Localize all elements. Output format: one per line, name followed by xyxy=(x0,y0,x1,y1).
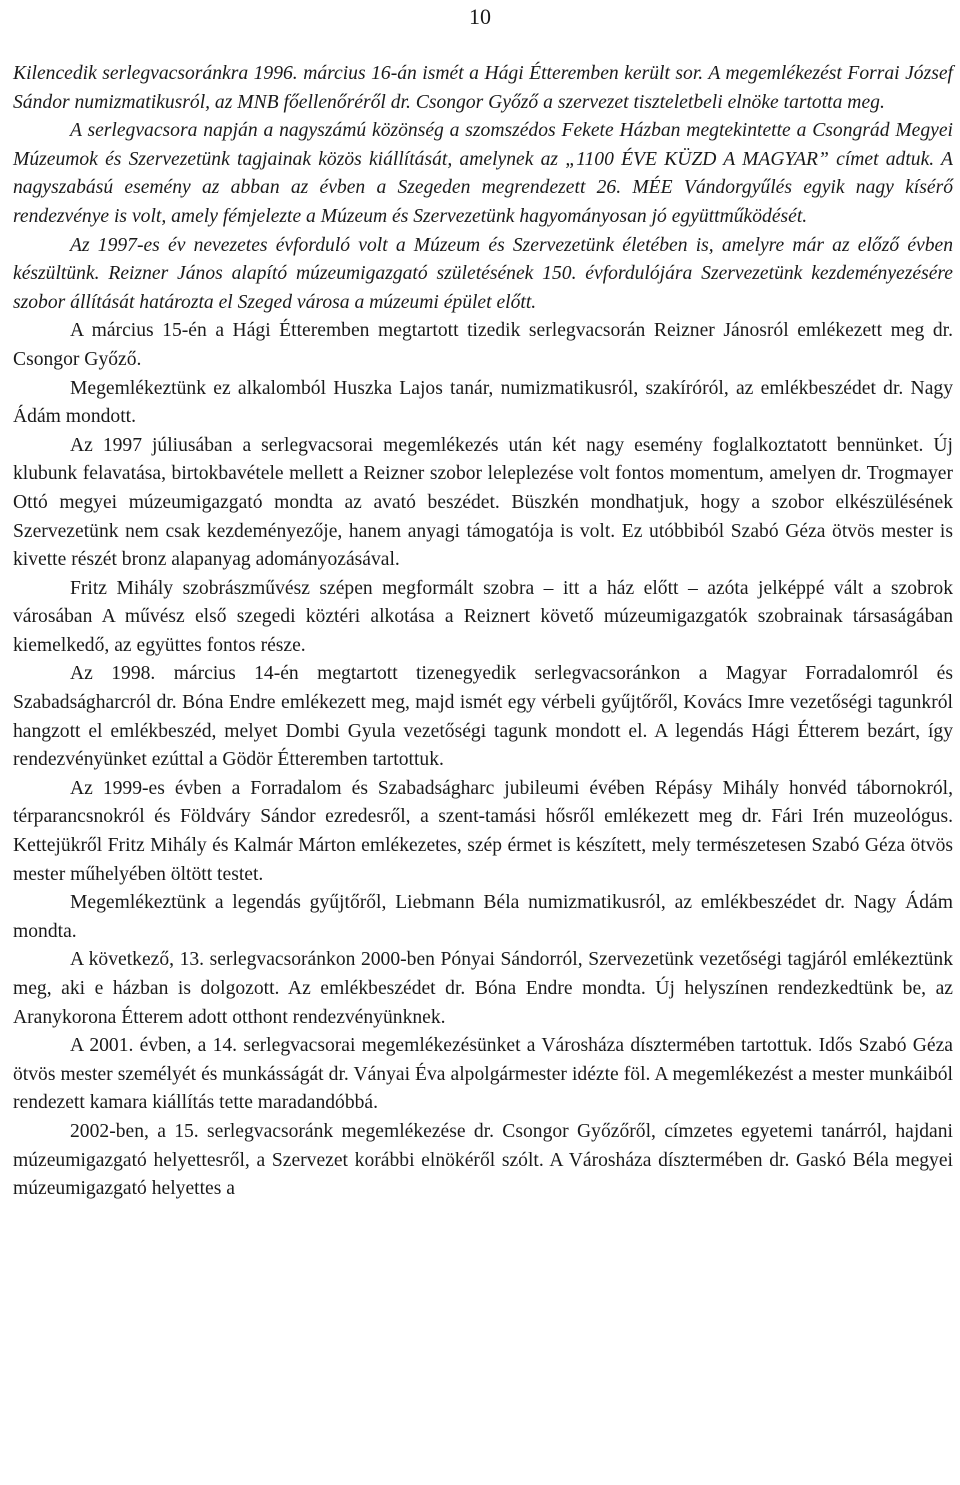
paragraph: A serlegvacsora napján a nagyszámú közönség a szomszédos Fekete Házban megtekintette a Csongrád Megyei Múzeumok és Szervezetünk tagjainak közös kiállítását, amelynek az „1100 ÉVE KÜZD A MAGYAR” címet adtuk. A nagyszabású esemény az abban az évben a Szegeden megrendezett 26. MÉE Vándorgyűlés egyik nagy kísérő rendezvénye is volt, amely fémjelezte a Múzeum és Szervezetünk hagyományosan jó együttműködését. xyxy=(13,120,953,227)
paragraph: Az 1997 júliusában a serlegvacsorai megemlékezés után két nagy esemény foglalkoztatott bennünket. Új klubunk felavatása, birtokbavétele mellett a Reizner szobor leleplezése volt fontos momentum, amelyen dr. Trogmayer Ottó megyei múzeumigazgató mondta az avató beszédet. Büszkén mondhatjuk, hogy a szobor elkészülésének Szervezetünk nem csak kezdeményezője, hanem anyagi támogatója is volt. Ez utóbbiból Szabó Géza ötvös mester is kivette részét bronz alapanyag adományozásával. xyxy=(13,434,953,571)
paragraph: Az 1999-es évben a Forradalom és Szabadságharc jubileumi évében Répásy Mihály honvéd tábornokról, térparancsnokról és Földváry Sándor ezredesről, a szent-tamási hősről emlékezett meg dr. Fári Irén muzeológus. Kettejükről Fritz Mihály és Kalmár Márton emlékezetes, szép érmet is készített, mely természetesen Szabó Géza ötvös mester műhelyében öltött testet. xyxy=(13,777,953,885)
paragraph: Fritz Mihály szobrászművész szépen megformált szobra – itt a ház előtt – azóta jelképpé vált a szobrok városában A művész első szegedi köztéri alkotása a Reiznert követő múzeumigazgatók szobrainak társaságában kiemelkedő, az együttes fontos része. xyxy=(13,577,953,656)
body-text xyxy=(13,60,953,1204)
paragraph: A 2001. évben, a 14. serlegvacsorai megemlékezésünket a Városháza dísztermében tartottuk. Idős Szabó Géza ötvös mester személyét és munkásságát dr. Ványai Éva alpolgármester idézte föl. A megemlékezést a mester munkáiból rendezett kamara kiállítás tette maradandóbbá. xyxy=(13,1035,953,1114)
paragraph: Az 1998. március 14-én megtartott tizenegyedik serlegvacsoránkon a Magyar Forradalomról és Szabadságharcról dr. Bóna Endre emlékezett meg, majd ismét egy vérbeli gyűjtőről, Kovács Imre vezetőségi tagunkról hangzott el emlékbeszéd, melyet Dombi Gyula vezetőségi tagunk mondott el. A legendás Hági Étterem bezárt, így rendezvényünket ezúttal a Gödör Étteremben tartottuk. xyxy=(13,663,953,771)
paragraph: Megemlékeztünk a legendás gyűjtőről, Liebmann Béla numizmatikusról, az emlékbeszédet dr. Nagy Ádám mondta. xyxy=(13,892,953,942)
paragraph: Megemlékeztünk ez alkalomból Huszka Lajos tanár, numizmatikusról, szakíróról, az emlékbeszédet dr. Nagy Ádám mondott. xyxy=(13,377,953,428)
paragraph: 2002-ben, a 15. serlegvacsoránk megemlékezése dr. Csongor Győzőről, címzetes egyetemi tanárról, hajdani múzeumigazgató helyettesről, a Szervezet korábbi elnökéről szólt. A Városháza dísztermében dr. Gaskó Béla megyei múzeumigazgató helyettes a xyxy=(13,1120,953,1200)
paragraph: Az 1997-es év nevezetes évforduló volt a Múzeum és Szervezetünk életében is, amelyre már az előző évben készültünk. Reizner János alapító múzeumigazgató születésének 150. évfordulójára Szervezetünk kezdeményezésére szobor állítását határozta el Szeged városa a múzeumi épület előtt. xyxy=(13,234,953,313)
paragraph: A következő, 13. serlegvacsoránkon 2000-ben Pónyai Sándorról, Szervezetünk vezetőségi tagjáról emlékeztünk meg, aki e házban is dolgozott. Az emlékbeszédet dr. Bóna Endre mondta. Új helyszínen rendezkedtünk be, az Aranykorona Étterem adott otthont rendezvényünknek. xyxy=(13,949,953,1028)
paragraph: Kilencedik serlegvacsoránkra 1996. március 16-án ismét a Hági Étteremben került sor. A megemlékezést Forrai József Sándor numizmatikusról, az MNB főellenőréről dr. Csongor Győző a szervezet tiszteletbeli elnöke tartotta meg. xyxy=(13,63,953,113)
paragraph: A március 15-én a Hági Étteremben megtartott tizedik serlegvacsorán Reizner Jánosról emlékezett meg dr. Csongor Győző. xyxy=(13,320,953,370)
page-number: 10 xyxy=(469,4,491,29)
